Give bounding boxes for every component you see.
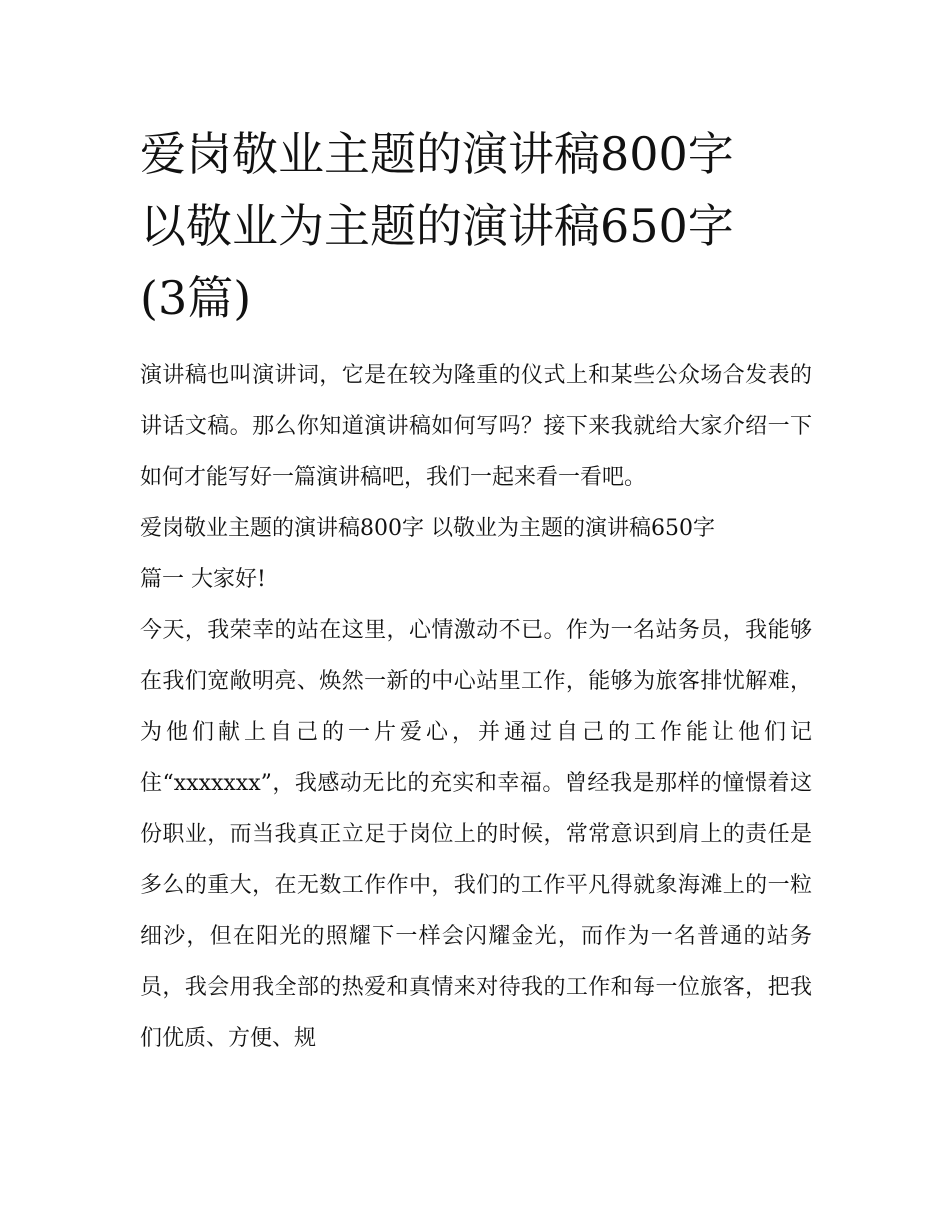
- title-line-3: (3篇): [140, 271, 252, 325]
- paragraph-subtitle: 爱岗敬业主题的演讲稿800字 以敬业为主题的演讲稿650字: [140, 516, 715, 541]
- paragraph-greeting: 篇一 大家好!: [140, 567, 266, 592]
- document-body: [140, 350, 812, 1064]
- title-line-2: 以敬业为主题的演讲稿650字: [140, 199, 734, 253]
- paragraph-intro: 演讲稿也叫演讲词，它是在较为隆重的仪式上和某些公众场合发表的讲话文稿。那么你知道演讲稿如何写吗？接下来我就给大家介绍一下如何才能写好一篇演讲稿吧，我们一起来看一看吧。: [140, 363, 812, 490]
- title-line-1: 爱岗敬业主题的演讲稿800字: [140, 127, 734, 181]
- document-page: [140, 118, 812, 1064]
- paragraph-main: 今天，我荣幸的站在这里，心情激动不已。作为一名站务员，我能够在我们宽敞明亮、焕然一新的中心站里工作，能够为旅客排忧解难，为他们献上自己的一片爱心，并通过自己的工作能让他们记住“xxxxxxx”，我感动无比的充实和幸福。曾经我是那样的憧憬着这份职业，而当我真正立足于岗位上的时候，常常意识到肩上的责任是多么的重大，在无数工作作中，我们的工作平凡得就象海滩上的一粒细沙，但在阳光的照耀下一样会闪耀金光，而作为一名普通的站务员，我会用我全部的热爱和真情来对待我的工作和每一位旅客，把我们优质、方便、规: [140, 618, 812, 1051]
- document-title: [140, 118, 812, 334]
